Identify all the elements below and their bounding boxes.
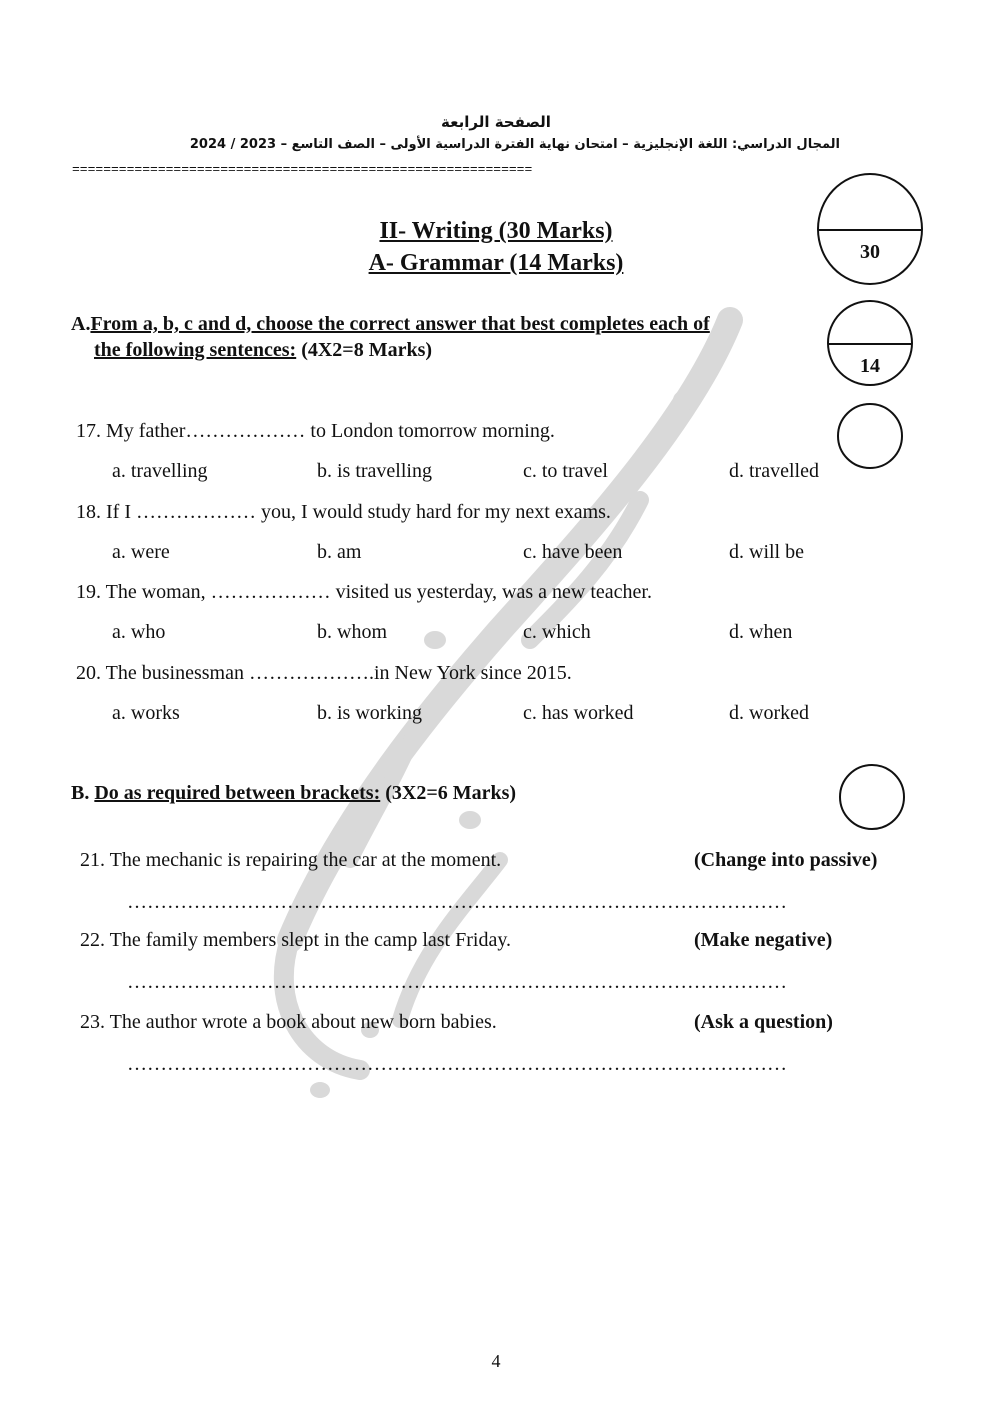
question-20: 20. The businessman ……………….in New York since 2015. [76, 662, 572, 684]
question-22: 22. The family members slept in the camp last Friday. [80, 929, 512, 951]
q23-requirement: (Ask a question) [694, 1011, 833, 1033]
part-a-instruction-text: From a, b, c and d, choose the correct answer that best completes each of [90, 313, 710, 335]
q20-option-c[interactable]: c. has worked [523, 702, 634, 724]
q21-answer-line[interactable]: ……………………………………………………………………………………… [127, 891, 787, 913]
part-b-score-circle [839, 764, 905, 830]
q22-answer-line[interactable]: ……………………………………………………………………………………… [127, 971, 787, 993]
q18-option-c[interactable]: c. have been [523, 541, 623, 563]
q17-option-c[interactable]: c. to travel [523, 460, 608, 482]
q18-option-b[interactable]: b. am [317, 541, 362, 563]
score-divider [829, 343, 911, 345]
subject-line: المجال الدراسي: اللغة الإنجليزية – امتحان نهاية الفترة الدراسية الأولى – الصف التاسع – 2023 / 2024 [189, 137, 840, 152]
q17-option-a[interactable]: a. travelling [112, 460, 208, 482]
q19-option-b[interactable]: b. whom [317, 621, 387, 643]
q19-option-a[interactable]: a. who [112, 621, 166, 643]
page-number: 4 [491, 1351, 501, 1371]
q23-answer-line[interactable]: ……………………………………………………………………………………… [127, 1053, 787, 1075]
q22-requirement: (Make negative) [694, 929, 833, 951]
part-a-prefix: A. [71, 313, 91, 335]
question-18: 18. If I ……………… you, I would study hard for my next exams. [76, 501, 611, 523]
q20-option-a[interactable]: a. works [112, 702, 180, 724]
part-b-prefix: B. [71, 782, 90, 804]
writing-total-score: 30 [860, 241, 880, 263]
part-a-instruction-1 [71, 313, 710, 336]
q21-requirement: (Change into passive) [694, 849, 878, 871]
grammar-total-score: 14 [860, 355, 880, 377]
part-b-marks: (3X2=6 Marks) [385, 782, 517, 804]
question-21: 21. The mechanic is repairing the car at the moment. [80, 849, 502, 871]
page-label: الصفحة الرابعة [441, 113, 551, 131]
grammar-score-circle [827, 300, 913, 386]
q19-option-d[interactable]: d. when [729, 621, 793, 643]
question-19: 19. The woman, ……………… visited us yesterday, was a new teacher. [76, 581, 652, 603]
question-23: 23. The author wrote a book about new born babies. [80, 1011, 497, 1033]
q18-option-d[interactable]: d. will be [729, 541, 804, 563]
separator-line: =========================================================== [72, 162, 533, 177]
part-a-score-circle [837, 403, 903, 469]
q20-option-d[interactable]: d. worked [729, 702, 809, 724]
question-17: 17. My father……………… to London tomorrow morning. [76, 420, 555, 442]
q18-option-a[interactable]: a. were [112, 541, 170, 563]
section-title: II- Writing (30 Marks) [379, 218, 613, 244]
part-b-instruction-text: Do as required between brackets: [94, 782, 381, 804]
q17-option-b[interactable]: b. is travelling [317, 460, 432, 482]
section-subtitle: A- Grammar (14 Marks) [368, 250, 624, 276]
q20-option-b[interactable]: b. is working [317, 702, 422, 724]
part-b-instruction [71, 782, 516, 805]
part-a-instruction-text-2: the following sentences: [94, 339, 297, 361]
part-a-marks: (4X2=8 Marks) [301, 339, 433, 361]
q17-option-d[interactable]: d. travelled [729, 460, 819, 482]
q19-option-c[interactable]: c. which [523, 621, 591, 643]
part-a-instruction-2 [94, 339, 432, 362]
